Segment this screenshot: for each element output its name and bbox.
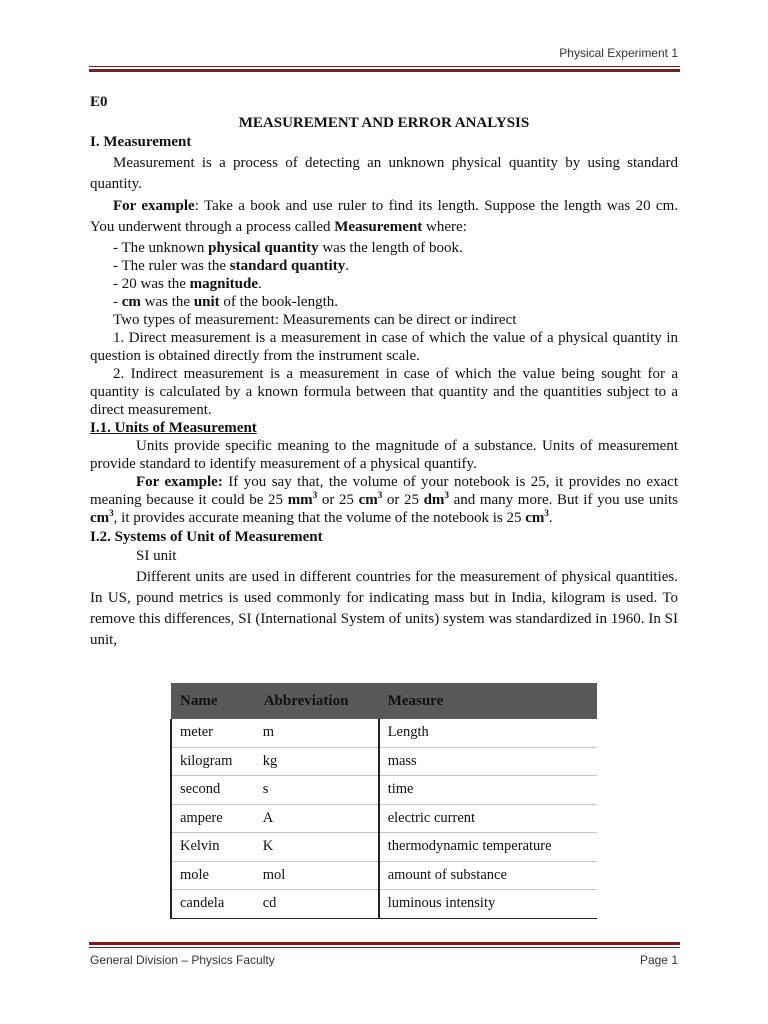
text-run: . bbox=[258, 276, 262, 292]
page-title: MEASUREMENT AND ERROR ANALYSIS bbox=[238, 115, 530, 131]
table-row bbox=[171, 719, 597, 747]
text-run: standard quantity bbox=[229, 258, 346, 274]
table-cell: mol bbox=[255, 861, 379, 890]
table-cell: time bbox=[379, 776, 597, 805]
column-header-name: Name bbox=[171, 683, 255, 719]
text-run: 3 bbox=[312, 490, 318, 500]
table-row bbox=[171, 833, 597, 862]
text-run: - The unknown bbox=[113, 240, 209, 256]
footer-division: General Division – Physics Faculty bbox=[90, 953, 275, 967]
footer-rule-thin bbox=[89, 947, 680, 948]
table-row bbox=[171, 804, 597, 833]
text-run: - bbox=[113, 294, 122, 310]
text-run: and many more. But if you use units bbox=[448, 492, 678, 508]
paragraph-volume-example bbox=[90, 473, 678, 527]
section-heading-measurement: I. Measurement bbox=[90, 134, 192, 150]
table-cell: Kelvin bbox=[171, 833, 255, 862]
list-item bbox=[90, 257, 678, 275]
table-row bbox=[171, 776, 597, 805]
table-cell: s bbox=[255, 776, 379, 805]
text-run: , it provides accurate meaning that the volume of the notebook is 25 bbox=[113, 510, 526, 526]
list-item bbox=[90, 239, 678, 257]
example-text-2: where: bbox=[422, 219, 467, 235]
text-run: magnitude bbox=[189, 276, 258, 292]
si-units-table bbox=[170, 683, 597, 919]
text-run: cm bbox=[358, 492, 378, 508]
paragraph-example bbox=[90, 196, 678, 238]
text-run: . bbox=[345, 258, 349, 274]
header-rule-thin bbox=[89, 66, 680, 67]
experiment-code: E0 bbox=[90, 94, 108, 110]
paragraph-direct: 1. Direct measurement is a measurement in case of which the value of a physical quantity in question is obtained directly from the instrument scale. bbox=[90, 330, 678, 364]
table-cell: meter bbox=[171, 719, 255, 747]
example-lead: For example bbox=[113, 198, 195, 214]
si-unit-label: SI unit bbox=[136, 548, 177, 564]
table-cell: electric current bbox=[379, 804, 597, 833]
running-header: Physical Experiment 1 bbox=[559, 46, 678, 60]
text-run: or 25 bbox=[382, 492, 424, 508]
section-heading-systems: I.2. Systems of Unit of Measurement bbox=[90, 529, 323, 545]
text-run: unit bbox=[193, 294, 220, 310]
column-header-measure: Measure bbox=[379, 683, 597, 719]
table-cell: m bbox=[255, 719, 379, 747]
text-run: dm bbox=[423, 492, 445, 508]
text-run: or 25 bbox=[317, 492, 359, 508]
table-cell: mass bbox=[379, 747, 597, 776]
table-cell: kilogram bbox=[171, 747, 255, 776]
section-heading-units: I.1. Units of Measurement bbox=[90, 420, 257, 436]
table-cell: kg bbox=[255, 747, 379, 776]
text-run: was the length of book. bbox=[318, 240, 463, 256]
text-run: mm bbox=[287, 492, 313, 508]
text-run: If you say that, the volume of your notebook is 25, it provides no exact meaning because it could be 25 bbox=[90, 474, 678, 508]
example-bold: Measurement bbox=[334, 219, 423, 235]
text-run: . bbox=[548, 510, 553, 526]
table-cell: second bbox=[171, 776, 255, 805]
text-run: 3 bbox=[444, 490, 449, 500]
table-cell: mole bbox=[171, 861, 255, 890]
header-rule-thick bbox=[89, 69, 680, 72]
table-cell: cd bbox=[255, 890, 379, 919]
paragraph-definition: Measurement is a process of detecting an unknown physical quantity by using standard quantity. bbox=[90, 155, 678, 192]
table-cell: candela bbox=[171, 890, 255, 919]
table-cell: K bbox=[255, 833, 379, 862]
table-cell: luminous intensity bbox=[379, 890, 597, 919]
list-item bbox=[90, 275, 678, 293]
text-run: of the book-length. bbox=[219, 294, 338, 310]
table-cell: A bbox=[255, 804, 379, 833]
table-cell: thermodynamic temperature bbox=[379, 833, 597, 862]
paragraph-types: Two types of measurement: Measurements can be direct or indirect bbox=[113, 312, 517, 328]
table-cell: amount of substance bbox=[379, 861, 597, 890]
text-run: 3 bbox=[544, 508, 549, 518]
table-cell: Length bbox=[379, 719, 597, 747]
paragraph-si: Different units are used in different countries for the measurement of physical quantities. In US, pound metrics is used commonly for indicating mass but in India, kilogram is used. To remove this differences, SI (International System of units) system was standardized in 1960. In SI unit, bbox=[90, 569, 678, 648]
table-row bbox=[171, 890, 597, 919]
text-run: 3 bbox=[109, 508, 114, 518]
text-run: For example: bbox=[136, 474, 223, 490]
footer-page-number: Page 1 bbox=[639, 953, 678, 967]
table-cell: ampere bbox=[171, 804, 255, 833]
example-text-1: : Take a book and use ruler to find its length. Suppose the length was 20 cm. You underwent through a process called bbox=[90, 198, 678, 235]
text-run: - The ruler was the bbox=[113, 258, 230, 274]
text-run: - 20 was the bbox=[113, 276, 190, 292]
text-run: was the bbox=[140, 294, 194, 310]
text-run: cm bbox=[121, 294, 141, 310]
footer-rule-thick bbox=[89, 942, 680, 945]
paragraph-units: Units provide specific meaning to the magnitude of a substance. Units of measurement provide standard to identify measurement of a physical quantify. bbox=[90, 438, 678, 472]
column-header-abbreviation: Abbreviation bbox=[255, 683, 379, 719]
table-row bbox=[171, 861, 597, 890]
text-run: physical quantity bbox=[208, 240, 319, 256]
text-run: cm bbox=[90, 510, 110, 526]
table-header-row bbox=[171, 683, 597, 719]
table-row bbox=[171, 747, 597, 776]
list-item bbox=[90, 293, 678, 311]
text-run: 3 bbox=[377, 490, 383, 500]
page-body bbox=[90, 93, 678, 651]
paragraph-indirect: 2. Indirect measurement is a measurement in case of which the value being sought for a quantity is calculated by a known formula between that quantity and the quantities subject to a direct measurement. bbox=[90, 366, 678, 418]
text-run: cm bbox=[525, 510, 545, 526]
